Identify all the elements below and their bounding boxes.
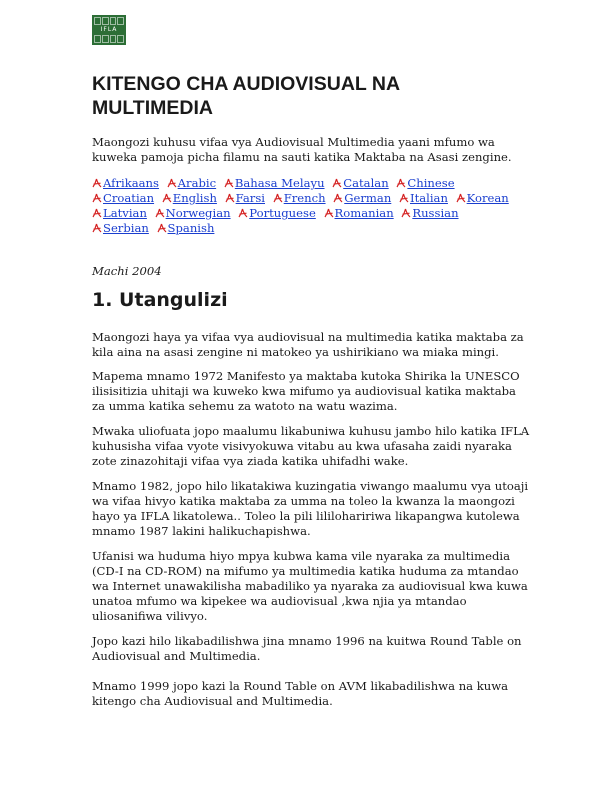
section-heading: 1. Utangulizi [92, 289, 228, 311]
paragraph-6: Jopo kazi hilo likabadilishwa jina mnamo 1996 na kuitwa Round Table on Audiovisual and Multimedia. [92, 634, 522, 663]
pdf-icon [157, 223, 167, 233]
language-link[interactable]: Catalan [343, 176, 389, 190]
pdf-icon [92, 223, 102, 233]
document-date: Machi 2004 [92, 264, 162, 278]
paragraph-2: Mapema mnamo 1972 Manifesto ya maktaba kutoka Shirika la UNESCO ilisisitizia uhitaji wa kuweko kwa mifumo ya audiovisual katika maktaba za umma katika sehemu za watoto na watu wazima. [92, 369, 520, 413]
language-link[interactable]: Korean [466, 191, 509, 205]
language-link[interactable]: Italian [409, 191, 448, 205]
pdf-icon [92, 178, 102, 188]
language-link[interactable]: Romanian [334, 206, 394, 220]
language-item [399, 191, 448, 205]
language-item [92, 191, 154, 205]
language-item [333, 191, 391, 205]
pdf-icon [273, 193, 283, 203]
paragraph-1: Maongozi haya ya vifaa vya audiovisual na multimedia katika maktaba za kila aina na asasi zengine ni matokeo ya ushirikiano wa miaka mingi. [92, 330, 524, 359]
language-item [224, 176, 325, 190]
language-link[interactable]: Afrikaans [103, 176, 159, 190]
language-link[interactable]: Bahasa Melayu [234, 176, 325, 190]
language-item [157, 221, 215, 235]
language-link[interactable]: English [172, 191, 217, 205]
language-link[interactable]: Farsi [235, 191, 265, 205]
language-item [401, 206, 458, 220]
language-link[interactable]: Arabic [177, 176, 217, 190]
pdf-icon [162, 193, 172, 203]
language-link[interactable]: German [344, 191, 392, 205]
language-item [92, 221, 149, 235]
pdf-icon [456, 193, 466, 203]
pdf-icon [399, 193, 409, 203]
language-item [92, 176, 159, 190]
pdf-icon [396, 178, 406, 188]
language-links [92, 176, 522, 236]
pdf-icon [92, 208, 102, 218]
language-item [162, 191, 217, 205]
paragraph-3: Mwaka uliofuata jopo maalumu likabuniwa kuhusu jambo hilo katika IFLA kuhusisha vifaa vyote visivyokuwa vitabu au kwa ufasaha zaidi nyaraka zote zinazohitaji vifaa vya ziada katika uhifadhi wake. [92, 424, 530, 468]
language-item [155, 206, 231, 220]
language-item [238, 206, 316, 220]
pdf-icon [238, 208, 248, 218]
paragraph-7: Mnamo 1999 jopo kazi la Round Table on AVM likabadilishwa na kuwa kitengo cha Audiovisual and Multimedia. [92, 679, 509, 708]
language-item [456, 191, 509, 205]
pdf-icon [167, 178, 177, 188]
pdf-icon [92, 193, 102, 203]
language-item [324, 206, 394, 220]
language-link[interactable]: Croatian [103, 191, 155, 205]
pdf-icon [333, 193, 343, 203]
language-link[interactable]: Chinese [407, 176, 455, 190]
language-link[interactable]: Serbian [103, 221, 149, 235]
logo-text: IFLA [92, 26, 126, 34]
language-item [396, 176, 454, 190]
intro-paragraph: Maongozi kuhusu vifaa vya Audiovisual Multimedia yaani mfumo wa kuweka pamoja picha filamu na sauti katika Maktaba na Asasi zengine. [92, 135, 512, 164]
language-link[interactable]: Norwegian [165, 206, 231, 220]
pdf-icon [401, 208, 411, 218]
ifla-logo [92, 15, 126, 45]
language-item [92, 206, 147, 220]
language-link[interactable]: Spanish [167, 221, 215, 235]
language-item [225, 191, 265, 205]
pdf-icon [324, 208, 334, 218]
pdf-icon [224, 178, 234, 188]
language-item [332, 176, 388, 190]
language-item [273, 191, 326, 205]
language-link[interactable]: Russian [412, 206, 459, 220]
pdf-icon [225, 193, 235, 203]
language-link[interactable]: French [283, 191, 326, 205]
pdf-icon [332, 178, 342, 188]
language-link[interactable]: Latvian [103, 206, 147, 220]
paragraph-5: Ufanisi wa huduma hiyo mpya kubwa kama vile nyaraka za multimedia (CD-I na CD-ROM) na mifumo ya multimedia katika huduma za mtandao wa Internet unawakilisha mabadiliko ya nyaraka za audiovisual kwa kuwa unatoa mfumo wa kipekee wa audiovisual ,kwa njia ya mtandao uliosanifiwa vilivyo. [92, 549, 528, 623]
paragraph-4: Mnamo 1982, jopo hilo likatakiwa kuzingatia viwango maalumu vya utoaji wa vifaa hivyo katika maktaba za umma na toleo la kwanza la maongozi hayo ya IFLA likatolewa.. Toleo la pili lililohaririwa likapangwa kutolewa mnamo 1987 lakini halikuchapishwa. [92, 479, 529, 538]
language-link[interactable]: Portuguese [249, 206, 316, 220]
document-title: KITENGO CHA AUDIOVISUAL NA MULTIMEDIA [92, 73, 400, 119]
language-item [167, 176, 216, 190]
pdf-icon [155, 208, 165, 218]
